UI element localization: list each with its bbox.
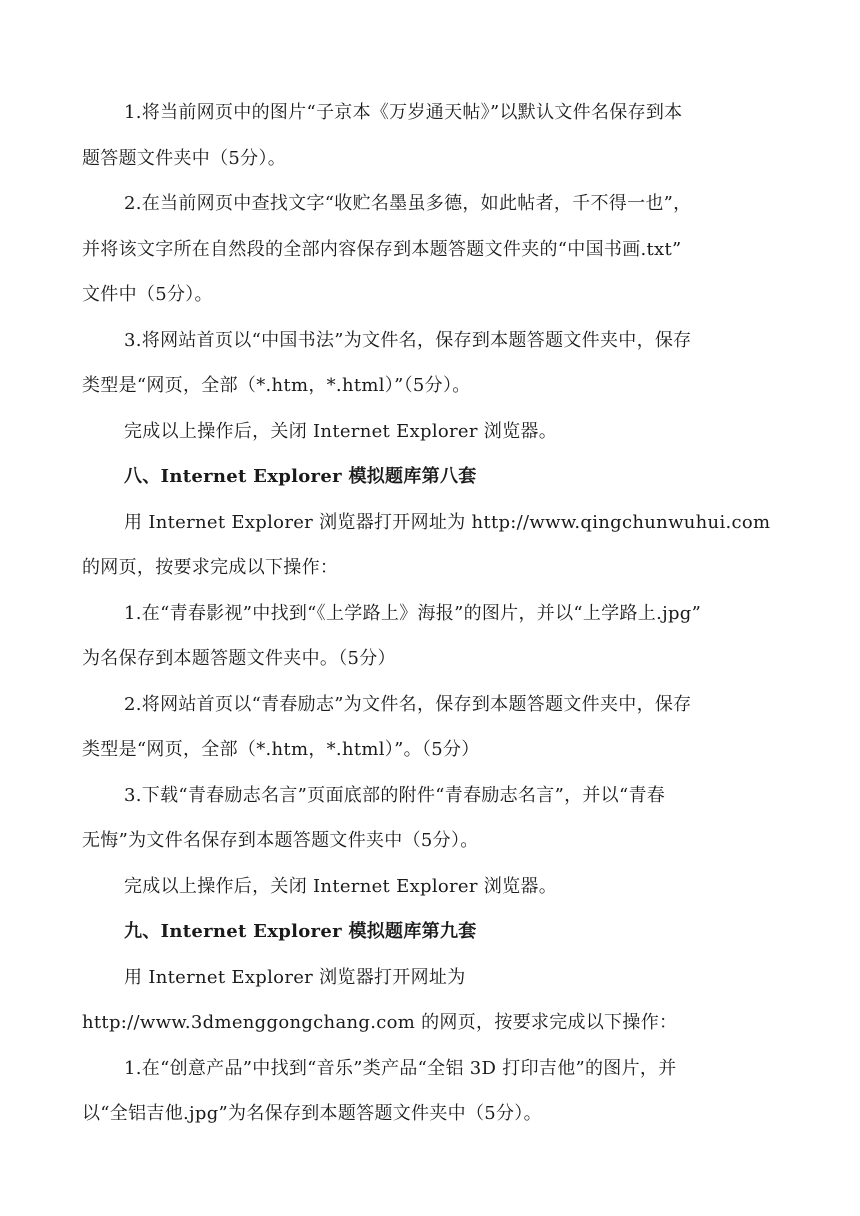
paragraph-line: 3.下载“青春励志名言”页面底部的附件“青春励志名言”，并以“青春 — [124, 784, 666, 806]
paragraph-line: 完成以上操作后，关闭 Internet Explorer 浏览器。 — [124, 875, 558, 897]
paragraph-line: 以“全铝吉他.jpg”为名保存到本题答题文件夹中（5分）。 — [82, 1103, 542, 1124]
section-heading: 八、Internet Explorer 模拟题库第八套 — [124, 466, 477, 487]
paragraph-line: 并将该文字所在自然段的全部内容保存到本题答题文件夹的“中国书画.txt” — [82, 238, 682, 260]
paragraph-line: 1.在“创意产品”中找到“音乐”类产品“全铝 3D 打印吉他”的图片，并 — [124, 1057, 677, 1079]
paragraph-line: 类型是“网页，全部（*.htm，*.html）”。（5分） — [82, 739, 480, 760]
document-page — [82, 90, 782, 1137]
paragraph-line: 文件中（5分）。 — [82, 284, 213, 305]
paragraph-line: 用 Internet Explorer 浏览器打开网址为 — [124, 966, 466, 988]
paragraph-line: 类型是“网页，全部（*.htm，*.html）”（5分）。 — [82, 375, 471, 396]
paragraph-line: 1.在“青春影视”中找到“《上学路上》海报”的图片，并以“上学路上.jpg” — [124, 602, 702, 624]
paragraph-line: 题答题文件夹中（5分）。 — [82, 147, 287, 169]
paragraph-line: 完成以上操作后，关闭 Internet Explorer 浏览器。 — [124, 420, 558, 442]
paragraph-line: 无悔”为文件名保存到本题答题文件夹中（5分）。 — [82, 830, 479, 851]
paragraph-line: 1.将当前网页中的图片“子京本《万岁通天帖》”以默认文件名保存到本 — [124, 102, 683, 123]
paragraph-line: http://www.3dmenggongchang.com 的网页，按要求完成以下操作： — [82, 1012, 678, 1033]
paragraph-line: 2.在当前网页中查找文字“收贮名墨虽多德，如此帖者，千不得一也”， — [124, 193, 692, 214]
paragraph-line: 用 Internet Explorer 浏览器打开网址为 http://www.qingchunwuhui.com — [124, 511, 771, 533]
paragraph-line: 的网页，按要求完成以下操作： — [82, 557, 339, 578]
paragraph-line: 3.将网站首页以“中国书法”为文件名，保存到本题答题文件夹中，保存 — [124, 329, 692, 351]
section-heading: 九、Internet Explorer 模拟题库第九套 — [124, 921, 477, 942]
paragraph-line: 为名保存到本题答题文件夹中。（5分） — [82, 648, 396, 669]
paragraph-line: 2.将网站首页以“青春励志”为文件名，保存到本题答题文件夹中，保存 — [124, 693, 692, 715]
